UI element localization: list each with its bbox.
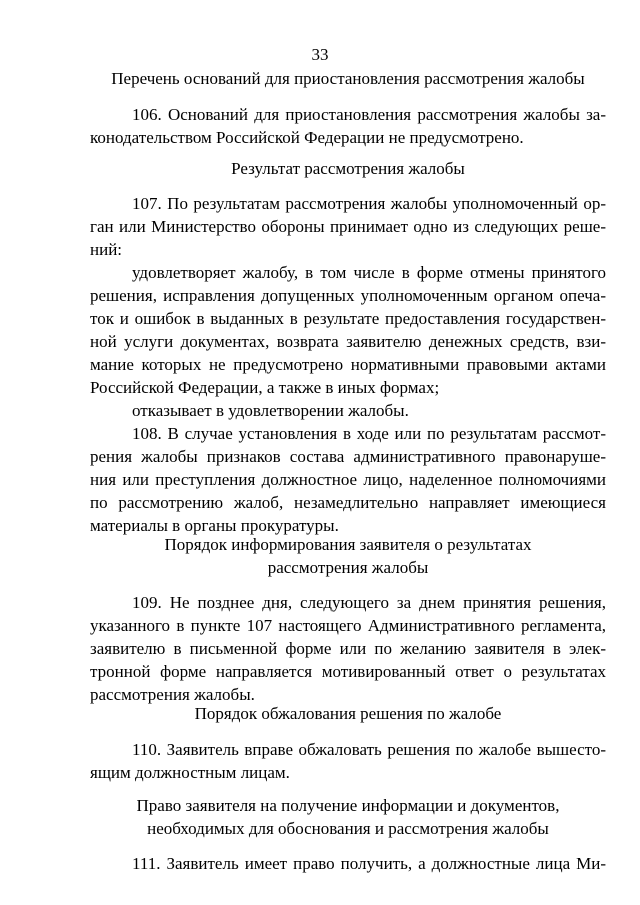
heading-line: Порядок обжалования решения по жалобе <box>194 704 502 723</box>
heading-informing-applicant <box>90 533 606 579</box>
paragraph-line: 107. По результатам рассмотрения жалобы уполномоченный ор- <box>132 194 606 213</box>
paragraph-106 <box>90 103 606 149</box>
paragraph-line: 110. Заявитель вправе обжаловать решения по жалобе вышесто- <box>132 740 606 759</box>
paragraph-line: тронной форме направляется мотивированный ответ о результатах <box>90 662 606 681</box>
paragraph-line: 106. Оснований для приостановления рассмотрения жалобы за- <box>132 105 606 124</box>
page-number: 33 <box>311 45 329 64</box>
paragraph-110 <box>90 738 606 784</box>
paragraph-line: ящим должностным лицам. <box>90 763 290 782</box>
paragraph-line: по рассмотрению жалоб, незамедлительно направляет имеющиеся <box>90 493 606 512</box>
paragraph-109 <box>90 591 606 706</box>
paragraph-line: рассмотрения жалобы. <box>90 685 255 704</box>
paragraph-line: ния или преступления должностное лицо, наделенное полномочиями <box>90 470 606 489</box>
heading-suspension-grounds <box>90 67 606 90</box>
paragraph-line: ток и ошибок в выданных в результате предоставления государствен- <box>90 309 606 328</box>
paragraph-line: 109. Не позднее дня, следующего за днем принятия решения, <box>132 593 606 612</box>
paragraph-111 <box>90 852 606 875</box>
paragraph-line: конодательством Российской Федерации не предусмотрено. <box>90 128 524 147</box>
paragraph-line: 111. Заявитель имеет право получить, а должностные лица Ми- <box>132 854 606 873</box>
paragraph-line: мание которых не предусмотрено нормативными правовыми актами <box>90 355 606 374</box>
heading-line: Право заявителя на получение информации и документов, <box>136 796 560 815</box>
heading-line: Результат рассмотрения жалобы <box>231 159 465 178</box>
heading-appeal-procedure <box>90 702 606 725</box>
paragraph-line: отказывает в удовлетворении жалобы. <box>132 401 409 420</box>
paragraph-107 <box>90 192 606 261</box>
paragraph-line: заявителю в письменной форме или по желанию заявителя в элек- <box>90 639 606 658</box>
paragraph-line: 108. В случае установления в ходе или по результатам рассмот- <box>132 424 606 443</box>
heading-right-to-information <box>90 794 606 840</box>
heading-complaint-result <box>90 157 606 180</box>
paragraph-line: ний: <box>90 240 123 259</box>
paragraph-line: указанного в пункте 107 настоящего Административного регламента, <box>90 616 606 635</box>
heading-line: рассмотрения жалобы <box>267 558 429 577</box>
paragraph-line: удовлетворяет жалобу, в том числе в форме отмены принятого <box>132 263 606 282</box>
heading-line: необходимых для обоснования и рассмотрения жалобы <box>147 819 549 838</box>
paragraph-line: рения жалобы признаков состава административного правонаруше- <box>90 447 606 466</box>
paragraph-108 <box>90 422 606 537</box>
paragraph-line: Российской Федерации, а также в иных формах; <box>90 378 440 397</box>
paragraph-line: ган или Министерство обороны принимает одно из следующих реше- <box>90 217 606 236</box>
paragraph-107-option-refuse <box>90 399 606 422</box>
paragraph-line: решения, исправления допущенных уполномоченным органом опеча- <box>90 286 606 305</box>
heading-line: Порядок информирования заявителя о результатах <box>164 535 532 554</box>
paragraph-line: материалы в органы прокуратуры. <box>90 516 339 535</box>
paragraph-line: ной услуги документах, возврата заявителю денежных средств, взи- <box>90 332 606 351</box>
paragraph-107-option-satisfy <box>90 261 606 399</box>
heading-line: Перечень оснований для приостановления рассмотрения жалобы <box>111 69 585 88</box>
